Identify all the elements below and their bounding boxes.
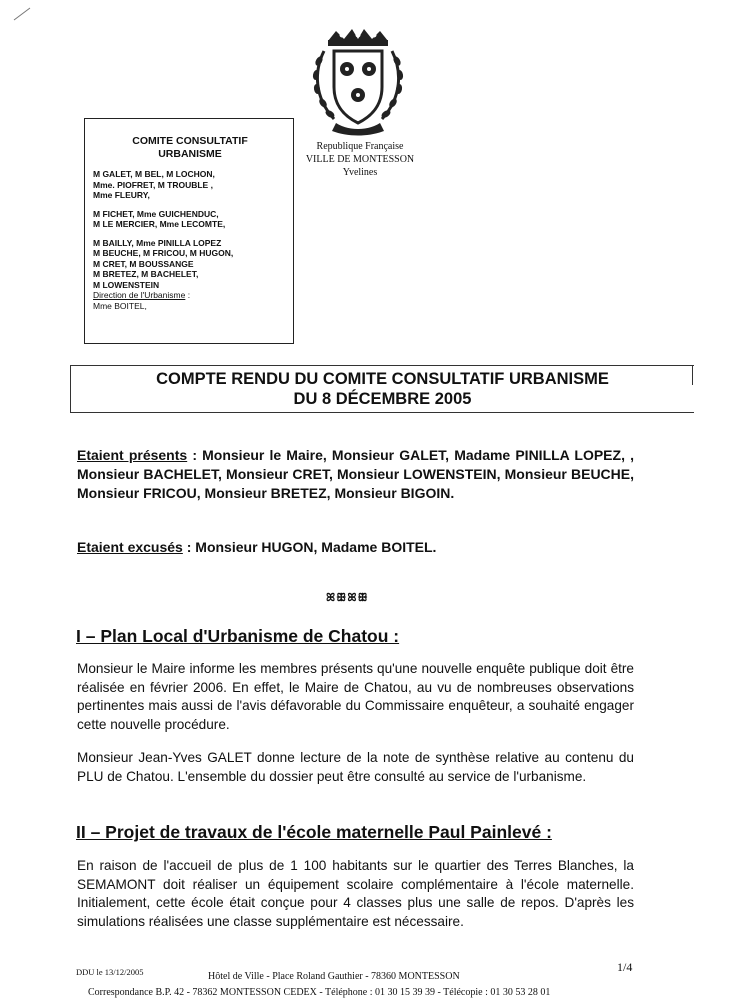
ornament-divider: ꕤꕥꕤꕥ	[326, 591, 369, 604]
section-2-heading: II – Projet de travaux de l'école maternelle Paul Painlevé :	[76, 822, 552, 842]
member-line: Mme. PIOFRET, M TROUBLE ,	[93, 179, 213, 190]
members-group-1	[93, 169, 287, 201]
footer-address: Hôtel de Ville - Place Roland Gauthier - 78360 MONTESSON	[208, 971, 460, 982]
member-line: M CRET, M BOUSSANGE	[93, 258, 194, 269]
excused-label: Etaient excusés	[77, 539, 183, 555]
report-title-box	[70, 365, 694, 413]
member-line: M BAILLY, Mme PINILLA LOPEZ	[93, 237, 222, 248]
direction-label: Direction de l'Urbanisme	[93, 290, 186, 300]
page-number: 1/4	[617, 960, 633, 974]
section-1-paragraph-1: Monsieur le Maire informe les membres présents qu'une nouvelle enquête publique doit être réalisée en février 2006. En effet, le Maire de Chatou, au vu de nombreuses observations pertinentes mais aussi de l'avis défavorable du Commissaire enquêteur, a souhaité engager cette nouvelle procédure.	[77, 661, 634, 732]
town-name: VILLE DE MONTESSON	[305, 154, 415, 165]
member-line: M FICHET, Mme GUICHENDUC,	[93, 208, 219, 219]
present-label: Etaient présents	[77, 447, 188, 463]
title-box-edge	[692, 365, 693, 385]
pen-mark	[12, 6, 32, 22]
committee-title-line: COMITE CONSULTATIF	[132, 135, 248, 147]
report-date-line: DU 8 DÉCEMBRE 2005	[293, 390, 472, 408]
coat-of-arms-icon	[306, 27, 410, 139]
member-line: M GALET, M BEL, M LOCHON,	[93, 169, 215, 179]
member-line: M LE MERCIER, Mme LECOMTE,	[93, 219, 226, 229]
section-1-paragraph-2: Monsieur Jean-Yves GALET donne lecture de la note de synthèse relative au contenu du PLU de Chatou. L'ensemble du dossier peut être consulté au service de l'urbanisme.	[77, 750, 634, 784]
direction-suffix: :	[185, 290, 191, 300]
member-line: Mme FLEURY,	[93, 190, 150, 200]
members-group-2	[93, 209, 287, 230]
footer-correspondence: Correspondance B.P. 42 - 78362 MONTESSON CEDEX - Téléphone : 01 30 15 39 39 - Télécopie : 01 30 53 28 01	[88, 987, 551, 998]
present-paragraph	[77, 446, 634, 503]
municipality-heading	[292, 140, 428, 179]
present-text: : Monsieur le Maire, Monsieur GALET, Madame PINILLA LOPEZ, , Monsieur BACHELET, Monsieur CRET, Monsieur LOWENSTEIN, Monsieur BEUCHE, Monsieur FRICOU, Monsieur BRETEZ, Monsieur BIGOIN.	[77, 447, 634, 501]
committee-members-box	[84, 118, 294, 344]
section-1-heading: I – Plan Local d'Urbanisme de Chatou :	[76, 626, 400, 646]
member-line: M BRETEZ, M BACHELET,	[93, 269, 199, 279]
republic-line: Republique Française	[316, 141, 404, 152]
section-2-paragraph-1: En raison de l'accueil de plus de 1 100 habitants sur le quartier des Terres Blanches, la SEMAMONT doit réaliser un équipement scolaire complémentaire à l'école maternelle. Initialement, cette école était conçue pour 4 classes plus une salle de repos. D'après les simulations réalisées une classe supplémentaire est nécessaire.	[77, 858, 634, 929]
direction-line	[93, 290, 287, 301]
member-line: M LOWENSTEIN	[93, 279, 160, 290]
committee-title-line: URBANISME	[158, 148, 222, 160]
members-group-3	[93, 238, 287, 312]
committee-title	[93, 135, 287, 161]
direction-member: Mme BOITEL,	[93, 300, 147, 311]
department-name: Yvelines	[342, 167, 378, 178]
footer-ddu: DDU le 13/12/2005	[76, 967, 144, 977]
member-line: M BEUCHE, M FRICOU, M HUGON,	[93, 248, 234, 258]
excused-text: : Monsieur HUGON, Madame BOITEL.	[182, 539, 437, 555]
report-title-line: COMPTE RENDU DU COMITE CONSULTATIF URBANISME	[156, 370, 609, 388]
excused-paragraph	[77, 538, 634, 557]
